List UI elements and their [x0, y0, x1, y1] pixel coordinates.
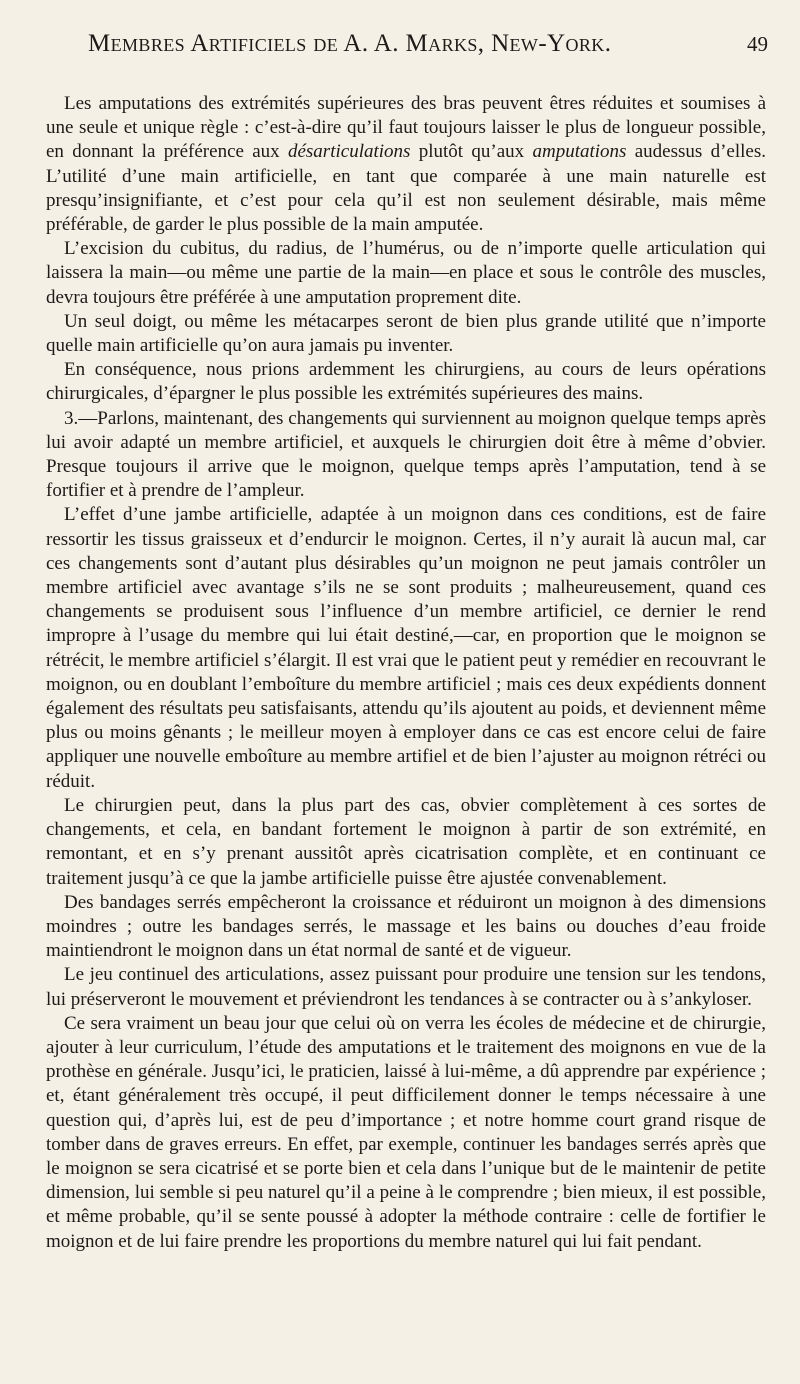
paragraph-amputations-upper: [46, 92, 766, 237]
paragraph-text: Les amputations des extrémités supérieures des bras peuvent êtres réduites et soumises à une seule et unique règle : c’est-à-dire qu’il faut toujours laisser le plus de longueur possible, en donnant la préférence aux: [46, 93, 766, 163]
italic-term-amputations: amputations: [532, 141, 627, 163]
paragraph-section-3: 3.—Parlons, maintenant, des changements qui surviennent au moignon quelque temps après lui avoir adapté un membre artificiel, et auxquels le chirurgien doit être à même d’obvier. Presque toujours il arrive que le moignon, quelque temps après l’amputation, tend à se fortifier et à prendre de l’ampleur.: [46, 407, 766, 502]
paragraph-excision: L’excision du cubitus, du radius, de l’humérus, ou de n’importe quelle articulation qui laissera la main—ou même une partie de la main—en place et sous le contrôle des muscles, devra toujours être préférée à une amputation proprement dite.: [46, 238, 766, 308]
paragraph-bandaging: Le chirurgien peut, dans la plus part des cas, obvier complètement à ces sortes de changements, et cela, en bandant fortement le moignon à partir de son extrémité, en remontant, et en s’y prenant aussitôt après cicatrisation complète, et en continuant ce traitement jusqu’à ce que la jambe artificielle puisse être ajustée convenablement.: [46, 794, 766, 889]
running-title: Membres Artificiels de A. A. Marks, New-York.: [88, 30, 612, 57]
running-header: [88, 30, 768, 60]
paragraph-medical-schools: Ce sera vraiment un beau jour que celui où on verra les écoles de médecine et de chirurgie, ajouter à leur curriculum, l’étude des amputations et le traitement des moignons en vue de la prothèse en générale. Jusqu’ici, le praticien, laissé à lui-même, a dû apprendre par expérience ; et, étant généralement très occupé, il peut difficilement donner le temps nécessaire à une question qui, d’après lui, est de peu d’importance ; et notre homme court grand risque de tomber dans de graves erreurs. En effet, par exemple, continuer les bandages serrés après que le moignon se sera cicatrisé et se porte bien et cela dans l’unique but de le maintenir de petite dimension, lui semble si peu naturel qu’il a peine à le comprendre ; bien mieux, il est possible, et même probable, qu’il se sente poussé à adopter la méthode contraire : celle de fortifier le moignon et de lui faire prendre les proportions du membre naturel qui lui fait pendant.: [46, 1012, 766, 1252]
body-text: [46, 92, 766, 1254]
italic-term-desarticulations: désarticulations: [287, 141, 411, 163]
paragraph-single-finger: Un seul doigt, ou même les métacarpes seront de bien plus grande utilité que n’importe quelle main artificielle qu’on aura jamais pu inventer.: [46, 310, 766, 357]
paragraph-artificial-leg-effect: L’effet d’une jambe artificielle, adaptée à un moignon dans ces conditions, est de faire ressortir les tissus graisseux et d’endurcir le moignon. Certes, il n’y aurait là aucun mal, car ces changements sont d’autant plus désirables qu’un moignon ne peut jamais contrôler un membre artificiel avec avantage s’ils ne se sont produits ; malheureusement, quand ces changements se produisent sous l’influence d’un membre artificiel, ce dernier le rend impropre à l’usage du membre qui lui était destiné,—car, en proportion que le moignon se rétrécit, le membre artificiel s’élargit. Il est vrai que le patient peut y remédier en recouvrant le moignon, ou en doublant l’emboîture du membre artificiel ; mais ces deux expédients donnent également des résultats peu satisfaisants, attendu qu’ils ajoutent au poids, et deviennent même plus ou moins gênants ; le meilleur moyen à employer dans ce cas est encore celui de faire appliquer une nouvelle emboîture au membre artifiel et de bien l’ajuster au moignon rétréci ou réduit.: [46, 504, 766, 792]
paragraph-appeal-surgeons: En conséquence, nous prions ardemment les chirurgiens, au cours de leurs opérations chirurgicales, d’épargner le plus possible les extrémités supérieures des mains.: [46, 359, 766, 405]
paragraph-tight-bandages: Des bandages serrés empêcheront la croissance et réduiront un moignon à des dimensions moindres ; outre les bandages serrés, le massage et les bains ou douches d’eau froide maintiendront le moignon dans un état normal de santé et de vigueur.: [46, 891, 766, 962]
paragraph-joint-movement: Le jeu continuel des articulations, assez puissant pour produire une tension sur les tendons, lui préserveront le mouvement et préviendront les tendances à se contracter ou à s’ankyloser.: [46, 964, 766, 1010]
paragraph-text: plutôt qu’aux: [410, 141, 533, 163]
paragraph-text: audessus d’elles. L’utilité d’une main artificielle, en tant que comparée à une main naturelle est presqu’insignifiante, et c’est pour cela qu’il est non seulement désirable, mais même préférable, de garder le plus possible de la main amputée.: [46, 141, 766, 236]
page-number: 49: [747, 32, 768, 56]
